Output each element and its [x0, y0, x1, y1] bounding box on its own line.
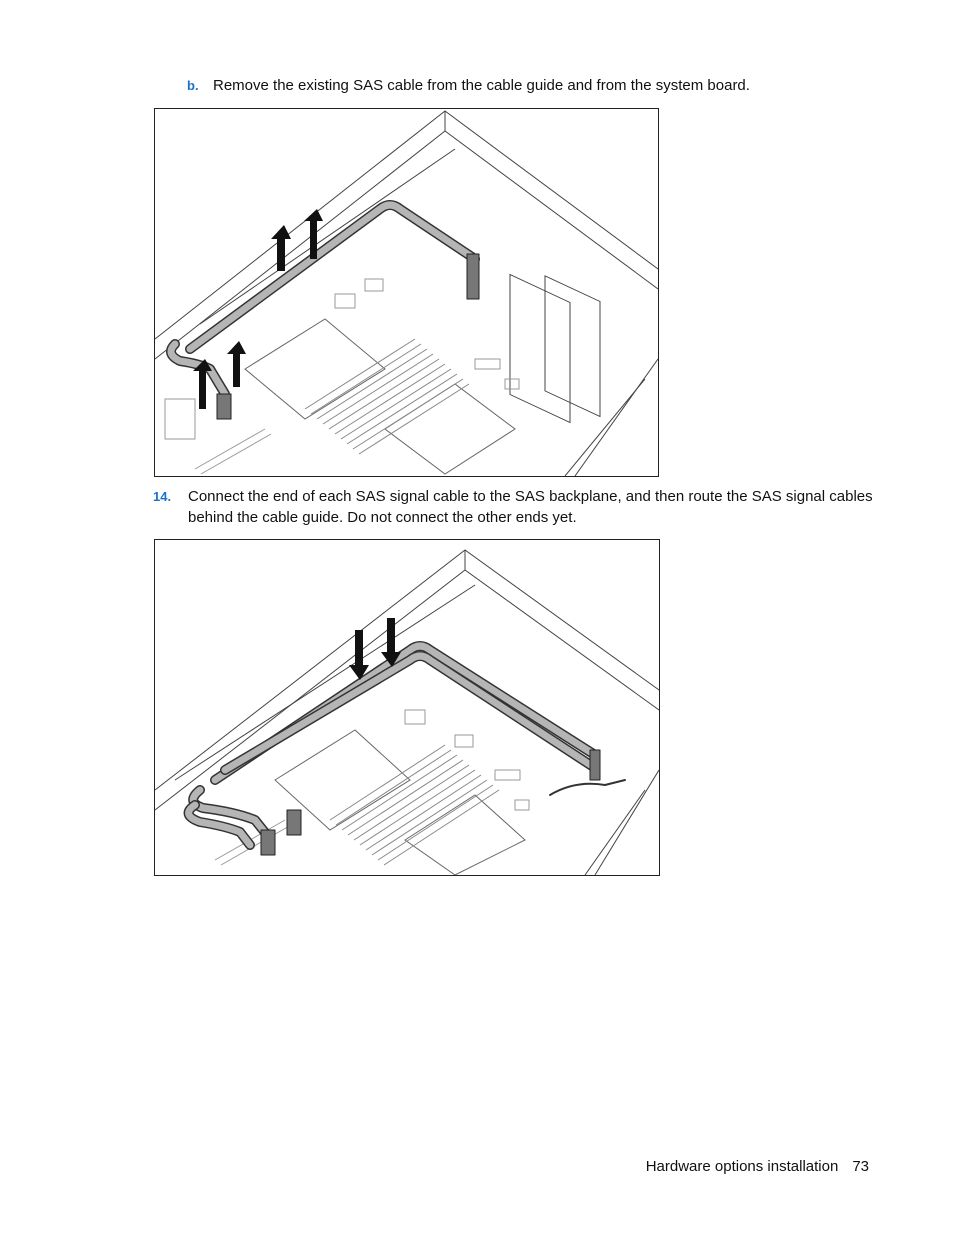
server-chassis-illustration	[155, 540, 659, 875]
page-footer	[646, 1158, 869, 1175]
step-marker: 14.	[153, 489, 172, 504]
step-text: Remove the existing SAS cable from the cable guide and from the system board.	[213, 77, 750, 94]
step-marker: b.	[187, 78, 199, 93]
step-text: Connect the end of each SAS signal cable to the SAS backplane, and then route the SAS signal cables behind the cable guide. Do not connect the other ends yet.	[188, 488, 873, 526]
footer-section: Hardware options installation	[645, 1158, 839, 1175]
figure-route-sas-cables	[154, 539, 660, 876]
figure-remove-sas-cable	[154, 108, 659, 477]
server-chassis-illustration	[155, 109, 658, 476]
arrow-up-icon	[227, 341, 246, 387]
page-number: 73	[852, 1158, 869, 1175]
